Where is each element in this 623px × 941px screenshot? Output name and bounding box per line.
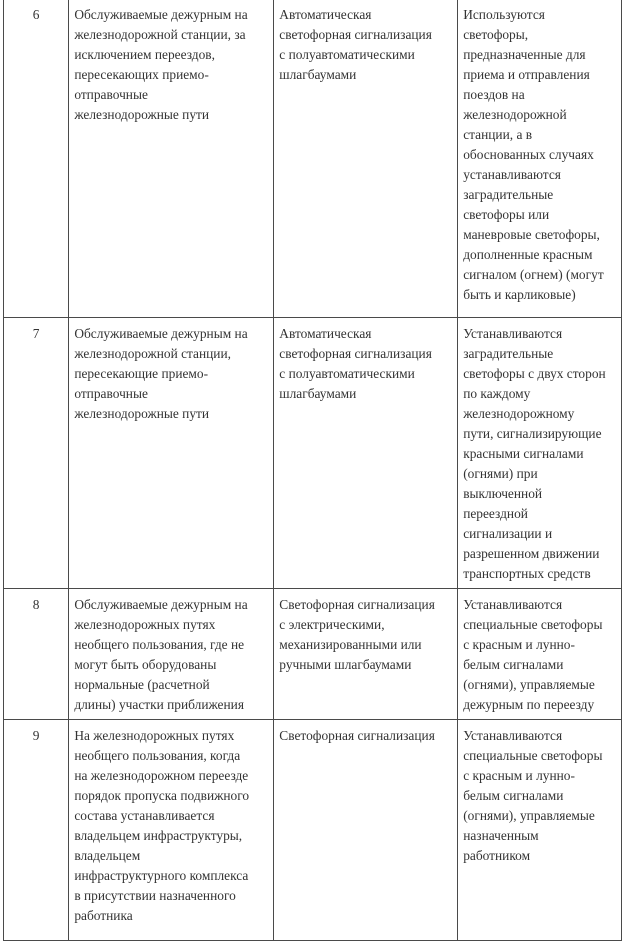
row-number-cell [4,589,69,720]
notes-cell [458,589,622,720]
signaling-type-cell [274,589,458,720]
notes-cell [458,0,622,318]
crossing-type-cell [69,318,274,589]
table-row [4,720,622,941]
crossing-type-text: Обслуживаемые дежурным на железнодорожной станции, пересекающие приемо- отправочные железнодорожные пути [74,326,248,421]
signaling-type-cell [274,0,458,318]
crossing-signaling-table [3,0,622,941]
signaling-type-cell [274,720,458,941]
notes-cell [458,720,622,941]
crossing-type-cell [69,589,274,720]
table-row [4,589,622,720]
notes-text: Используются светофоры, предназначенные для приема и отправления поездов на железнодорожной станции, а в обоснованных случаях устанавливаются заградительные светофоры или маневровые светофоры, дополненные красным сигналом (огнем) (могут быть и карликовые) [463,7,604,302]
notes-text: Устанавливаются специальные светофоры с красным и лунно- белым сигналами (огнями), управляемые назначенным работником [463,728,603,863]
table-row [4,318,622,589]
crossing-type-cell [69,720,274,941]
row-number: 9 [32,728,40,743]
row-number: 7 [32,326,40,341]
signaling-type-cell [274,318,458,589]
crossing-type-cell [69,0,274,318]
crossing-type-text: Обслуживаемые дежурным на железнодорожной станции, за исключением переездов, пересекающих приемо- отправочные железнодорожные пути [74,7,248,122]
row-number-cell [4,318,69,589]
signaling-type-text: Автоматическая светофорная сигнализация с полуавтоматическими шлагбаумами [279,7,432,82]
row-number: 6 [32,7,40,22]
signaling-type-text: Светофорная сигнализация [279,728,435,743]
row-number-cell [4,720,69,941]
signaling-type-text: Светофорная сигнализация с электрическими, механизированными или ручными шлагбаумами [279,597,435,672]
signaling-type-text: Автоматическая светофорная сигнализация с полуавтоматическими шлагбаумами [279,326,432,401]
crossing-type-text: Обслуживаемые дежурным на железнодорожных путях необщего пользования, где не могут быть оборудованы нормальные (расчетной длины) участки приближения [74,597,248,712]
notes-text: Устанавливаются заградительные светофоры с двух сторон по каждому железнодорожному пути, сигнализирующие красными сигналами (огнями) при выключенной переездной сигнализации и разрешенном движении транспортных средств [463,326,606,581]
row-number: 8 [32,597,40,612]
row-number-cell [4,0,69,318]
notes-cell [458,318,622,589]
crossing-type-text: На железнодорожных путях необщего пользования, когда на железнодорожном переезде порядок пропуска подвижного состава устанавливается владельцем инфраструктуры, владельцем инфраструктурного комплекса в присутствии назначенного работника [74,728,250,923]
table-row [4,0,622,318]
notes-text: Устанавливаются специальные светофоры с красным и лунно- белым сигналами (огнями), управляемые дежурным по переезду [463,597,603,712]
